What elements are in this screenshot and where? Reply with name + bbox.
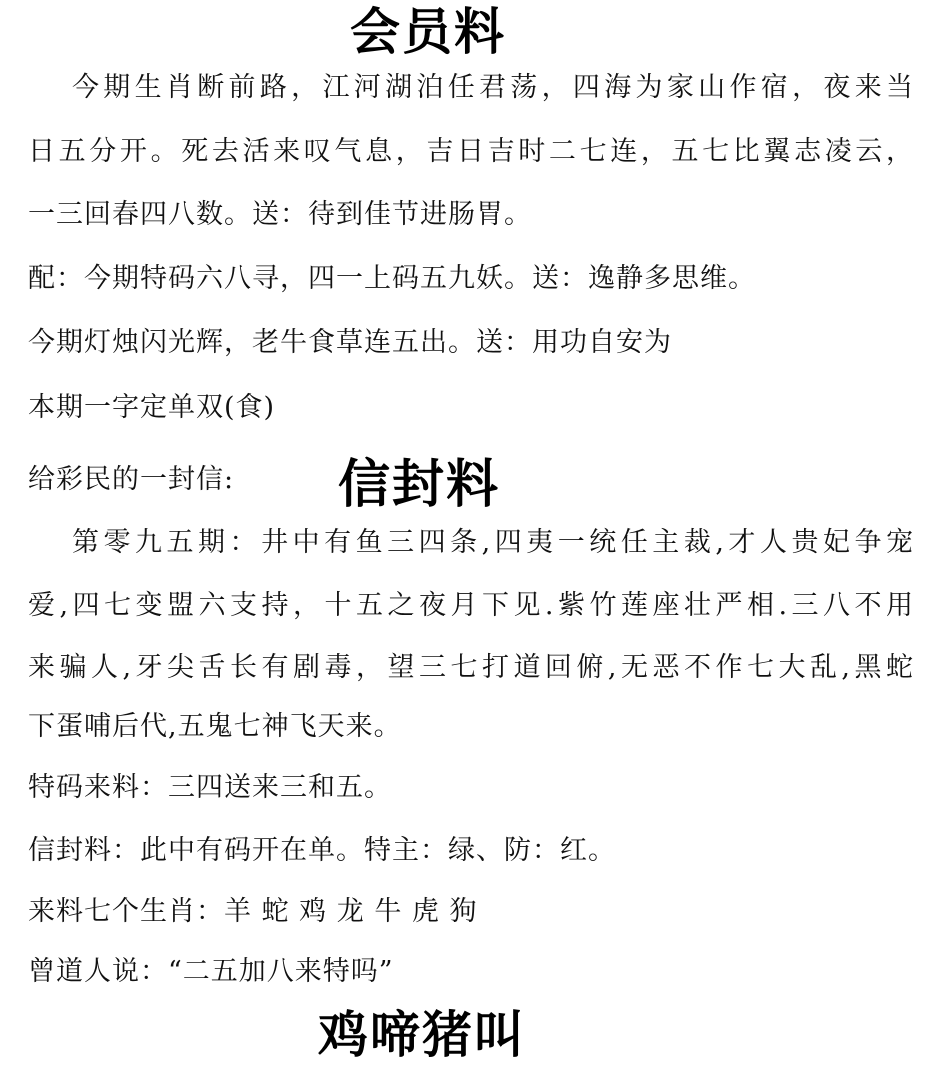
text-line: 来料七个生肖：羊 蛇 鸡 龙 牛 虎 狗: [28, 896, 478, 927]
text-line: 今期灯烛闪光辉，老牛食草连五出。送：用功自安为: [28, 327, 672, 358]
text-line: 曾道人说：“二五加八来特吗”: [28, 956, 394, 987]
text-line: 特码来料：三四送来三和五。: [28, 772, 392, 803]
text-line: 来骗人,牙尖舌长有剧毒，望三七打道回俯,无恶不作七大乱,黑蛇: [28, 652, 914, 683]
text-line: 配：今期特码六八寻，四一上码五九妖。送：逸静多思维。: [28, 263, 756, 294]
text-line: 本期一字定单双(食): [28, 392, 276, 423]
text-line: 信封料：此中有码开在单。特主：绿、防：红。: [28, 835, 616, 866]
text-line: 日五分开。死去活来叹气息，吉日吉时二七连，五七比翼志凌云，: [28, 136, 914, 167]
text-line: 下蛋哺后代,五鬼七神飞天来。: [28, 711, 402, 742]
text-line: 今期生肖断前路，江河湖泊任君荡，四海为家山作宿，夜来当: [72, 72, 914, 103]
text-line: 第零九五期：井中有鱼三四条,四夷一统任主裁,才人贵妃争宠: [72, 527, 914, 558]
section-title-rooster-pig: 鸡啼猪叫: [318, 1006, 526, 1064]
text-line: 爱,四七变盟六支持，十五之夜月下见.紫竹莲座壮严相.三八不用: [28, 590, 914, 621]
letter-lead-text: 给彩民的一封信:: [28, 464, 235, 495]
section-title-member: 会员料: [350, 3, 506, 61]
section-title-envelope: 信封料: [338, 455, 501, 515]
text-line: 一三回春四八数。送：待到佳节进肠胃。: [28, 199, 532, 230]
